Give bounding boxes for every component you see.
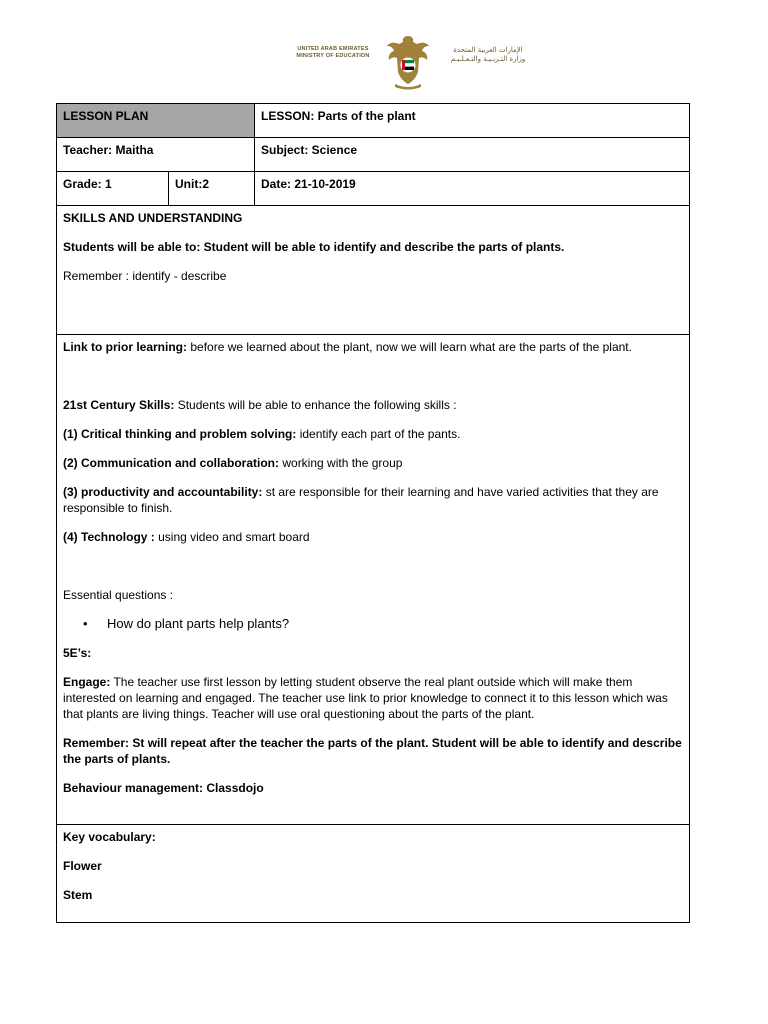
skill-label: (1) Critical thinking and problem solving: (63, 427, 297, 441)
century-skills-text: Students will be able to enhance the following skills : (174, 398, 457, 412)
table-row (57, 104, 690, 138)
subject-cell: Subject: Science (255, 138, 690, 172)
prior-learning-text: before we learned about the plant, now we will learn what are the parts of the plant. (187, 340, 632, 354)
skill-label: (2) Communication and collaboration: (63, 456, 280, 470)
skills-section (57, 206, 690, 335)
bullet-icon: • (83, 616, 88, 631)
table-row (57, 138, 690, 172)
ministry-arabic-line-2: وزارة التـربـيـة والتـعـلـيـم (450, 55, 526, 63)
vocabulary-heading: Key vocabulary: (63, 830, 156, 844)
remember-paragraph: Remember: St will repeat after the teacher the parts of the plant. Student will be able to identify and describe the parts of plants. (63, 736, 682, 766)
essential-question-item (63, 616, 683, 632)
skill-text: working with the group (279, 456, 403, 470)
ministry-name-english (287, 46, 379, 60)
ministry-name-arabic (442, 46, 534, 64)
five-e-heading: 5E’s: (63, 646, 92, 660)
learning-objective: Students will be able to: Student will be able to identify and describe the parts of plants. (63, 240, 565, 254)
ministry-arabic-line-1: الإمارات العربية المتحدة (453, 46, 523, 54)
prior-learning-label: Link to prior learning: (63, 340, 188, 354)
ministry-english-line-2: MINISTRY OF EDUCATION (296, 53, 370, 59)
spacer (63, 558, 683, 587)
skill-text: identify each part of the pants. (296, 427, 461, 441)
skill-item (63, 455, 683, 471)
skill-item (63, 484, 683, 516)
engage-paragraph (63, 674, 683, 722)
skills-heading: SKILLS AND UNDERSTANDING (63, 211, 243, 225)
engage-text: The teacher use first lesson by letting student observe the real plant outside which will make them interested on learning and engaged. The teacher use link to prior knowledge to connect it to this lesson which was that plants are living things. Teacher will use oral questioning about the parts of the plant. (63, 675, 668, 721)
remember-verbs: Remember : identify - describe (63, 269, 227, 283)
lesson-title: LESSON: Parts of the plant (255, 104, 690, 138)
unit-cell: Unit:2 (169, 172, 255, 206)
skill-item (63, 426, 683, 442)
skill-label: (3) productivity and accountability: (63, 485, 263, 499)
skill-label: (4) Technology : (63, 530, 155, 544)
essential-question-text: How do plant parts help plants? (107, 616, 290, 631)
teacher-cell: Teacher: Maitha (57, 138, 255, 172)
table-row (57, 335, 690, 825)
vocabulary-section (57, 825, 690, 923)
skill-item (63, 529, 683, 545)
ministry-header (283, 32, 538, 90)
table-row (57, 172, 690, 206)
spacer (63, 368, 683, 397)
century-skills-label: 21st Century Skills: (63, 398, 175, 412)
table-row (57, 206, 690, 335)
main-section (57, 335, 690, 825)
date-cell: Date: 21-10-2019 (255, 172, 690, 206)
essential-questions-heading: Essential questions : (63, 588, 174, 602)
uae-emblem-icon (385, 32, 431, 90)
skill-text: st are responsible for their learning and have varied activities that they are responsible to finish. (63, 485, 659, 515)
engage-label: Engage: (63, 675, 111, 689)
table-row (57, 825, 690, 923)
lesson-plan-table (56, 103, 690, 923)
ministry-english-line-1: UNITED ARAB EMIRATES (297, 46, 369, 52)
behaviour-management: Behaviour management: Classdojo (63, 781, 264, 795)
lesson-plan-label: LESSON PLAN (57, 104, 255, 138)
vocabulary-item: Flower (63, 859, 102, 873)
vocabulary-item: Stem (63, 888, 93, 902)
century-skills (63, 397, 683, 413)
skill-text: using video and smart board (154, 530, 310, 544)
prior-learning (63, 339, 683, 355)
grade-cell: Grade: 1 (57, 172, 169, 206)
